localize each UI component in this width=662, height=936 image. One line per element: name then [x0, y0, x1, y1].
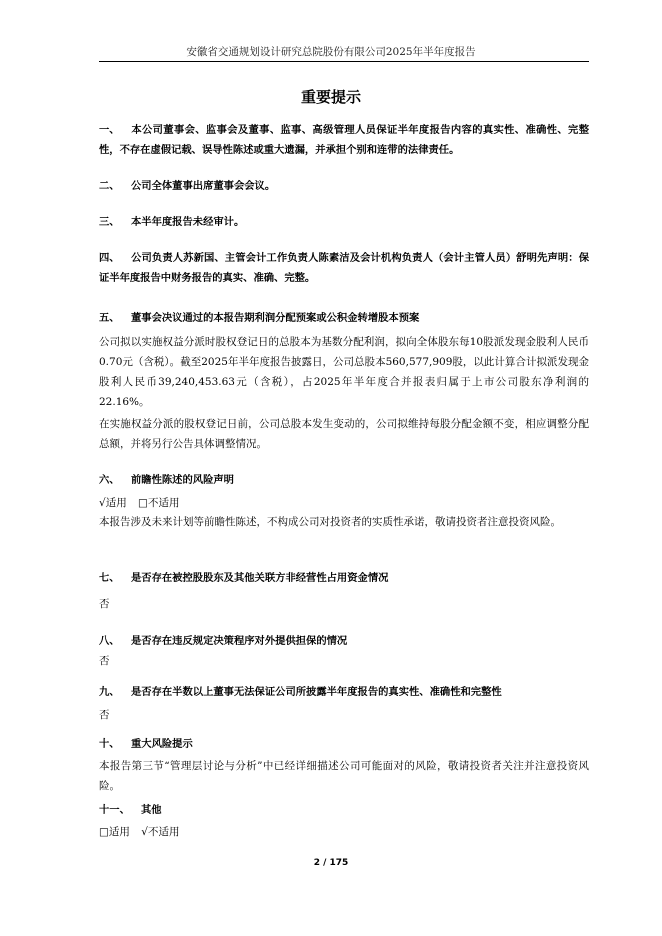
item-number: 二、 [99, 180, 120, 192]
item-text: 公司负责人苏新国、主管会计工作负责人陈素洁及会计机构负责人（会计主管人员）舒明先声明：保证半年度报告中财务报告的真实、准确、完整。 [99, 252, 589, 284]
section-title: 其他 [141, 804, 162, 816]
item-number: 四、 [99, 252, 120, 264]
item-text: 本公司董事会、监事会及董事、监事、高级管理人员保证半年度报告内容的真实性、准确性、完整性，不存在虚假记载、误导性陈述或重大遗漏，并承担个别和连带的法律责任。 [99, 124, 589, 156]
page-title: 重要提示 [300, 88, 361, 106]
section-9-heading [99, 682, 589, 702]
section-8-heading [99, 631, 589, 651]
distribution-adjustment-paragraph: 在实施权益分派的股权登记日前，公司总股本发生变动的，公司拟维持每股分配金额不变，相应调整分配总额，并将另行公告具体调整情况。 [99, 418, 589, 450]
section-number: 九、 [99, 686, 120, 698]
section-title: 前瞻性陈述的风险声明 [131, 474, 234, 486]
not-applicable-checkbox: □不适用 [138, 497, 180, 509]
section-10-heading [99, 734, 589, 754]
notice-item-3 [99, 212, 589, 232]
header-divider [99, 61, 589, 62]
section-6-options [99, 494, 187, 512]
section-number: 十一、 [99, 804, 130, 816]
section-11-heading [99, 800, 589, 820]
page-number: 2 / 175 [313, 858, 349, 868]
section-11-options [99, 823, 187, 841]
section-title: 是否存在半数以上董事无法保证公司所披露半年度报告的真实性、准确性和完整性 [131, 686, 502, 698]
section-number: 七、 [99, 572, 120, 584]
item-number: 三、 [99, 216, 120, 228]
section-title: 是否存在被控股股东及其他关联方非经营性占用资金情况 [131, 572, 389, 584]
section-number: 十、 [99, 738, 120, 750]
section-7-answer: 否 [99, 598, 110, 610]
applicable-checkbox: □适用 [99, 826, 130, 838]
item-text: 本半年度报告未经审计。 [131, 216, 245, 228]
section-8-answer: 否 [99, 655, 110, 667]
item-number: 一、 [99, 124, 120, 136]
applicable-checkbox: √适用 [99, 497, 127, 509]
section-7-heading [99, 568, 589, 588]
profit-distribution-paragraph: 公司拟以实施权益分派时股权登记日的总股本为基数分配利润，拟向全体股东每10股派发现金股利人民币0.70元（含税）。截至2025年半年度报告披露日，公司总股本560,577,909股，以此计算合计拟派发现金股利人民币39,240,453.63元（含税），占2025年半年度合并报表归属于上市公司股东净利润的22.16%。 [99, 336, 589, 408]
section-9-answer: 否 [99, 709, 110, 721]
section-title: 是否存在违反规定决策程序对外提供担保的情况 [131, 635, 348, 647]
section-6-text: 本报告涉及未来计划等前瞻性陈述，不构成公司对投资者的实质性承诺，敬请投资者注意投资风险。 [99, 516, 561, 528]
notice-item-4 [99, 248, 589, 288]
section-number: 六、 [99, 474, 120, 486]
notice-item-5 [99, 308, 589, 328]
section-10-text: 本报告第三节“管理层讨论与分析”中已经详细描述公司可能面对的风险，敬请投资者关注并注意投资风险。 [99, 760, 589, 792]
notice-item-1 [99, 120, 589, 160]
not-applicable-checkbox: √不适用 [141, 826, 180, 838]
notice-item-2 [99, 176, 589, 196]
item-text: 董事会决议通过的本报告期利润分配预案或公积金转增股本预案 [131, 312, 420, 324]
section-6-heading [99, 470, 589, 490]
item-number: 五、 [99, 312, 120, 324]
section-number: 八、 [99, 635, 120, 647]
section-title: 重大风险提示 [131, 738, 193, 750]
item-text: 公司全体董事出席董事会会议。 [131, 180, 276, 192]
report-header: 安徽省交通规划设计研究总院股份有限公司2025年半年度报告 [186, 46, 476, 58]
